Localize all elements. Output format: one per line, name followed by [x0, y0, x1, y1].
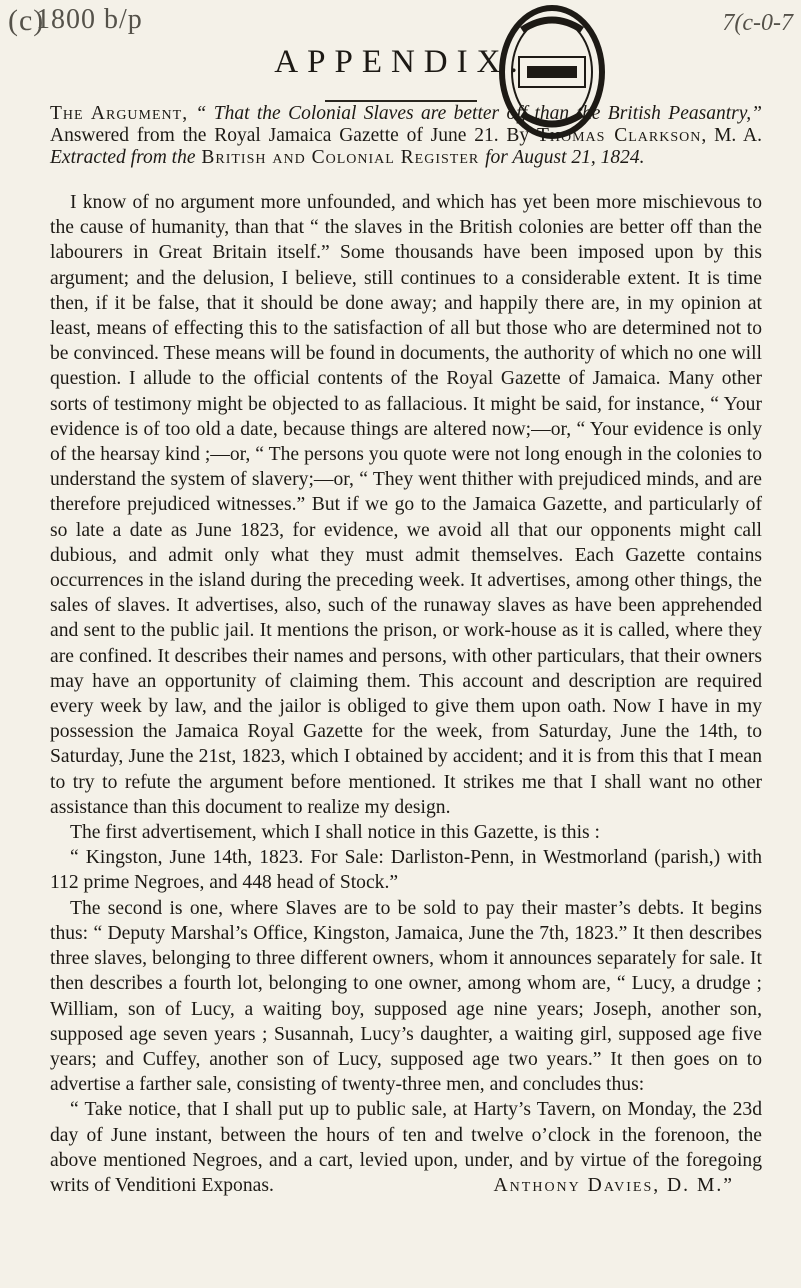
title-lead: The Argument, [50, 103, 189, 124]
title-quote: “ That the Colonial Slaves are better off than the British Peasantry,” [195, 103, 762, 124]
paragraph-4: The second is one, where Slaves are to be sold to pay their master’s debts. It begins thus: “ Deputy Marshal’s Office, Kingston, Jamaica, June the 7th, 1823.” It then describes three slaves, belonging to three different owners, whom it announces separately for sale. It then describes a fourth lot, belonging to one owner, among whom are, “ Lucy, a drudge ; William, son of Lucy, a waiting boy, supposed age nine years; Joseph, another son, supposed age seven years ; Susannah, Lucy’s daughter, a waiting girl, supposed age five years; and Cuffey, another son of Lucy, supposed age two years.” It then goes on to advertise a farther sale, consisting of twenty-three men, and concludes thus: [50, 897, 762, 1096]
title-author: Thomas Clarkson [536, 125, 702, 146]
marginal-mark-right: 7(c-0-7 [722, 10, 793, 36]
paragraph-5 [50, 1097, 762, 1198]
article-title [50, 103, 762, 169]
title-register: British and Colonial Register [195, 147, 486, 168]
marginalia [8, 4, 793, 44]
article-body [50, 190, 762, 1198]
heading-rule [325, 100, 477, 102]
paragraph-2: The first advertisement, which I shall notice in this Gazette, is this : [70, 822, 600, 844]
title-date: for August 21, 1824. [485, 147, 645, 168]
signature: Anthony Davies, D. M.” [493, 1174, 734, 1196]
marginal-mark-left: (c) [8, 4, 45, 37]
page-heading: APPENDIX. [274, 44, 527, 80]
paragraph-1: I know of no argument more unfounded, and which has yet been more mischievous to the cause of humanity, than that “ the slaves in the British colonies are better off than the labourers in Great Britain itself.” Some thousands have been imposed upon by this argument; and the delusion, I believe, still continues to a considerable extent. It is time then, if it be false, that it should be done away; and happily there are, in my opinion at least, means of effecting this to the satisfaction of all but those who are determined not to be convinced. These means will be found in documents, the authority of which no one will question. I allude to the official contents of the Royal Gazette of Jamaica. Many other sorts of testimony might be objected to as fallacious. It might be said, for instance, “ Your evidence is of too old a date, because things are altered now;—or, “ Your evidence is only of the hearsay kind ;—or, “ The persons you quote were not long enough in the colonies to understand the system of slavery;—or, “ They went thither with prejudiced minds, and are therefore prejudiced witnesses.” But if we go to the Jamaica Gazette, and particularly of so late a date as June 1823, for evidence, we avoid all that our opponents might call dubious, and admit only what they must admit themselves. Each Gazette contains occurrences in the island during the preceding week. It advertises, among other things, the sales of slaves. It advertises, also, such of the runaway slaves as have been apprehended and sent to the public jail. It mentions the prison, or work-house as it is called, where they are confined. It describes their names and persons, with other particulars, that their owners may have an opportunity of claiming them. This account and description are required every week by law, and the jailor is obliged to give them upon oath. Now I have in my possession the Jamaica Royal Gazette for the week, from Saturday, June the 14th, to Saturday, June the 21st, 1823, which I obtained by accident; and it is from this that I mean to try to refute the argument before mentioned. It strikes me that I shall want no other assistance than this document to realize my design. [50, 192, 762, 818]
marginal-mark-shelf: 1800 b/p [36, 4, 143, 35]
paragraph-5-text: “ Take notice, that I shall put up to public sale, at Harty’s Tavern, on Monday, the 23d day of June instant, between the hours of ten and twelve o’clock in the forenoon, the above mentioned Negroes, and a cart, levied upon, under, and by virtue of the foregoing writs of Venditioni Exponas. [50, 1099, 762, 1196]
title-after-author: , M. A. [701, 125, 762, 146]
title-middle: Answered from the Royal Jamaica Gazette of June 21. By [50, 125, 537, 146]
paragraph-3: “ Kingston, June 14th, 1823. For Sale: Darliston-Penn, in Westmorland (parish,) with 112 prime Negroes, and 448 head of Stock.” [50, 847, 762, 894]
title-extracted: Extracted from the [50, 147, 196, 168]
